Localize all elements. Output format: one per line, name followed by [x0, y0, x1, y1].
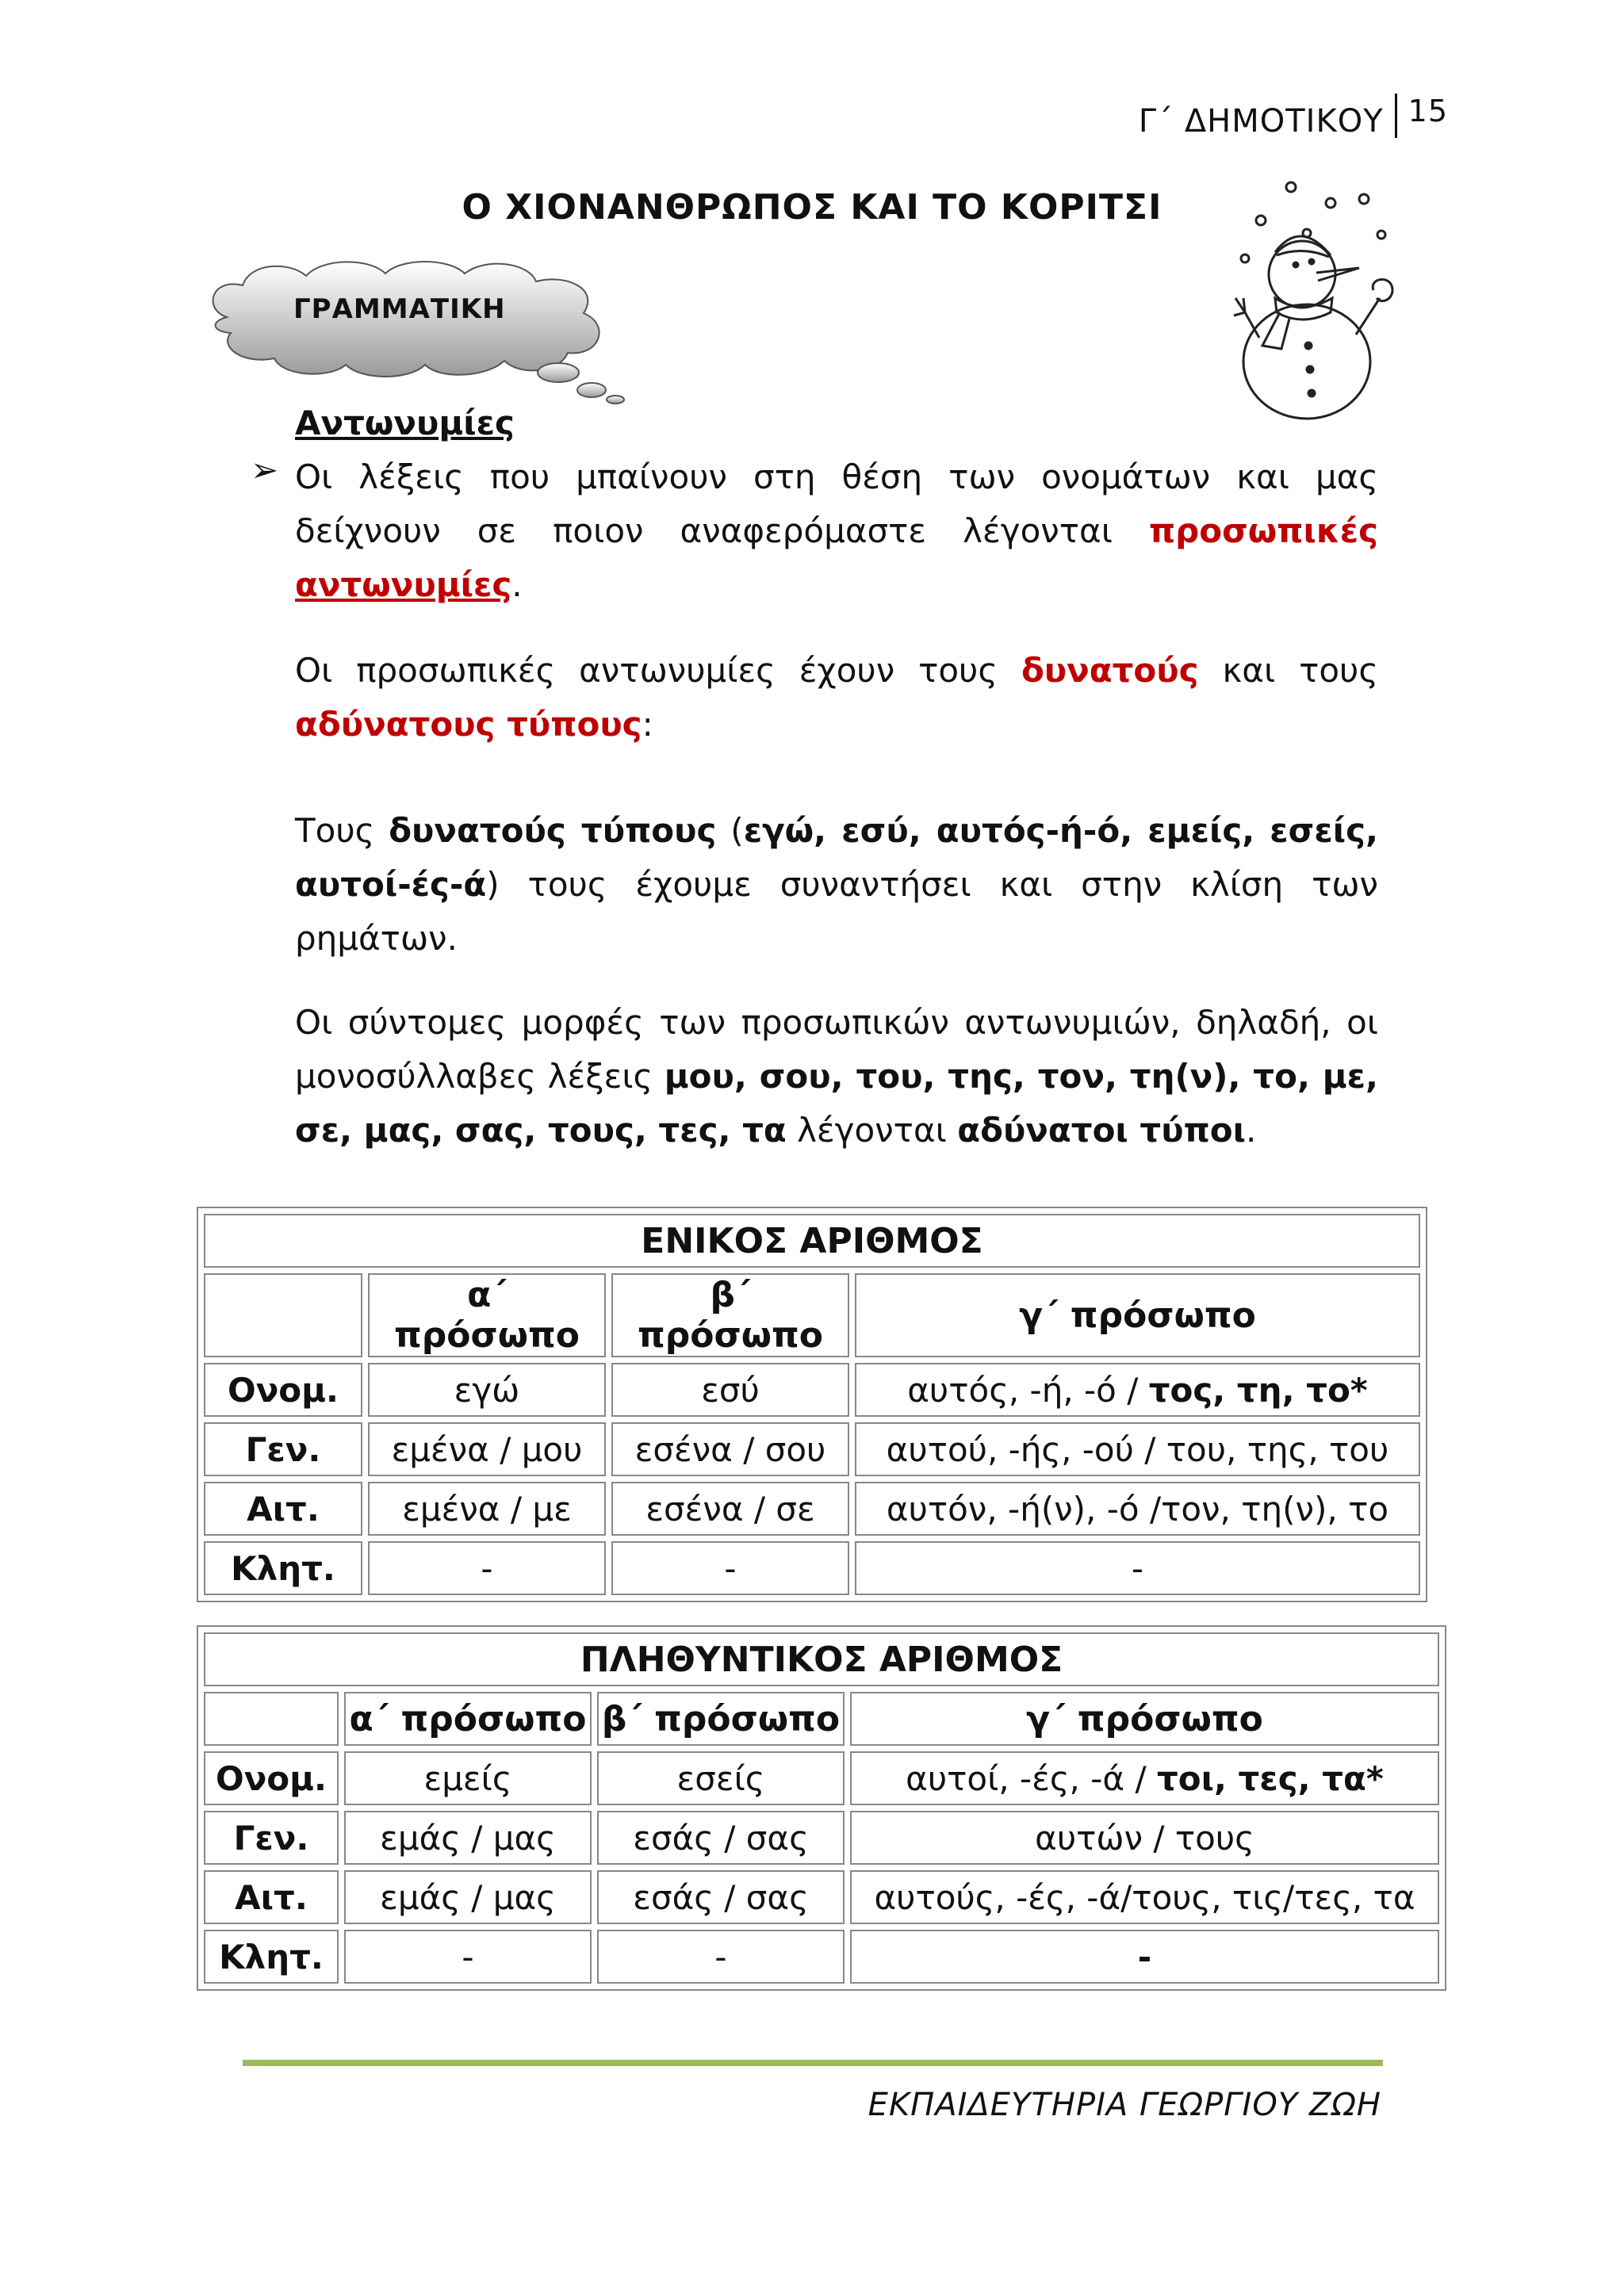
p2-text-2: και τους: [1222, 651, 1379, 690]
p3-bold-3: αυτοί-ές-ά: [295, 865, 487, 904]
p2-text-1: Οι προσωπικές αντωνυμίες έχουν τους: [295, 651, 998, 690]
page-number: 15: [1408, 94, 1448, 128]
case-label: Κλητ.: [204, 1541, 362, 1595]
paragraph-4-line-3: [295, 1104, 1378, 1158]
paragraph-1-line-3: [295, 558, 1378, 612]
col-header: α΄ πρόσωπο: [368, 1273, 606, 1357]
p3-text-2: ) τους έχουμε συναντήσει και στην κλίση των: [486, 865, 1378, 904]
header-title: Γ΄ ΔΗΜΟΤΙΚΟΥ: [1138, 103, 1384, 140]
table-cell: εσάς / σας: [597, 1870, 845, 1924]
col-header: α΄ πρόσωπο: [344, 1692, 592, 1746]
empty-cell: [204, 1692, 339, 1746]
table-cell: αυτόν, -ή(ν), -ό /τον, τη(ν), το: [855, 1482, 1420, 1536]
singular-table-title: ΕΝΙΚΟΣ ΑΡΙΘΜΟΣ: [204, 1214, 1420, 1268]
case-label: Ονομ.: [204, 1363, 362, 1417]
case-label: Κλητ.: [204, 1930, 339, 1984]
paragraph-2-line-1: [295, 644, 1378, 698]
paragraph-4-line-2: [295, 1050, 1378, 1104]
p2-highlight-2: αδύνατους τύπους: [295, 705, 642, 744]
p4-text-2: λέγονται: [797, 1111, 947, 1150]
arrow-bullet-icon: ➢: [251, 450, 279, 489]
col-header: γ΄ πρόσωπο: [855, 1273, 1420, 1357]
p1-highlight-2: αντωνυμίες: [295, 565, 512, 604]
paragraph-3-line-3: ρημάτων.: [295, 919, 458, 958]
table-cell: -: [850, 1930, 1439, 1984]
p1-highlight-1: προσωπικές: [1148, 511, 1379, 550]
table-cell: εσάς / σας: [597, 1811, 845, 1865]
paragraph-1-line-1: Οι λέξεις που μπαίνουν στη θέση των ονομάτων και μας: [295, 457, 1378, 496]
paragraph-1-line-2: [295, 504, 1378, 558]
p2-highlight-1: δυνατούς: [1021, 651, 1199, 690]
case-label: Αιτ.: [204, 1482, 362, 1536]
table-cell: [855, 1363, 1420, 1417]
table-cell: εμείς: [344, 1751, 592, 1805]
p4-text-1: μονοσύλλαβες λέξεις: [295, 1057, 653, 1096]
page-title: Ο ΧΙΟΝΑΝΘΡΩΠΟΣ ΚΑΙ ΤΟ ΚΟΡΙΤΣΙ: [462, 187, 1162, 228]
table-cell: [850, 1751, 1439, 1805]
paragraph-2-line-2: [295, 698, 1378, 752]
case-label: Γεν.: [204, 1811, 339, 1865]
table-cell: εμένα / με: [368, 1482, 606, 1536]
p3-text-1: Τους: [295, 811, 375, 850]
table-cell: αυτούς, -ές, -ά/τους, τις/τες, τα: [850, 1870, 1439, 1924]
table-cell: εσύ: [611, 1363, 849, 1417]
section-heading-text: Αντωνυμίες: [295, 404, 515, 442]
table-cell: -: [855, 1541, 1420, 1595]
col-header: γ΄ πρόσωπο: [850, 1692, 1439, 1746]
table-cell: εσένα / σου: [611, 1422, 849, 1476]
table-cell: αυτού, -ής, -ού / του, της, του: [855, 1422, 1420, 1476]
table-cell: -: [611, 1541, 849, 1595]
snowman-illustration: [1213, 179, 1404, 425]
empty-cell: [204, 1273, 362, 1357]
singular-table: [197, 1207, 1427, 1602]
p4-bold-3: αδύνατοι τύποι: [957, 1111, 1247, 1150]
p1-period: .: [511, 565, 523, 604]
paragraph-4-line-1: Οι σύντομες μορφές των προσωπικών αντωνυμιών, δηλαδή, οι: [295, 1003, 1378, 1042]
table-cell: αυτών / τους: [850, 1811, 1439, 1865]
case-label: Ονομ.: [204, 1751, 339, 1805]
table-cell: εσείς: [597, 1751, 845, 1805]
footer-divider: [243, 2060, 1383, 2066]
cell-bold-text: τος, τη, το*: [1148, 1370, 1368, 1410]
table-cell: -: [368, 1541, 606, 1595]
p4-period: .: [1246, 1111, 1257, 1150]
cell-text: αυτός, -ή, -ό /: [907, 1370, 1139, 1410]
page-footer: ΕΚΠΑΙΔΕΥΤΗΡΙΑ ΓΕΩΡΓΙΟΥ ΖΩΗ: [868, 2087, 1381, 2123]
table-cell: εμάς / μας: [344, 1870, 592, 1924]
cloud-label: ΓΡΑΜΜΑΤΙΚΗ: [293, 293, 506, 325]
p3-bold-2: εγώ, εσύ, αυτός-ή-ό, εμείς, εσείς,: [743, 811, 1378, 850]
p3-paren: (: [730, 811, 744, 850]
table-cell: εμένα / μου: [368, 1422, 606, 1476]
case-label: Αιτ.: [204, 1870, 339, 1924]
p4-bold-1: μου, σου, του, της, τον, τη(ν), το, με,: [664, 1057, 1378, 1096]
cloud-shape: [195, 254, 639, 404]
table-cell: -: [597, 1930, 845, 1984]
p2-colon: :: [642, 705, 653, 744]
table-cell: -: [344, 1930, 592, 1984]
case-label: Γεν.: [204, 1422, 362, 1476]
plural-table-title: ΠΛΗΘΥΝΤΙΚΟΣ ΑΡΙΘΜΟΣ: [204, 1632, 1439, 1686]
cell-bold-text: τοι, τες, τα*: [1156, 1758, 1384, 1798]
p3-bold-1: δυνατούς τύπους: [389, 811, 717, 850]
header-divider: [1395, 94, 1397, 138]
page-header: [1139, 94, 1448, 140]
p1-text: δείχνουν σε ποιον αναφερόμαστε λέγονται: [295, 511, 1113, 550]
paragraph-3-line-1: [295, 804, 1378, 858]
col-header: β΄ πρόσωπο: [611, 1273, 849, 1357]
section-heading: [295, 396, 1378, 450]
cell-text: αυτοί, -ές, -ά /: [906, 1758, 1147, 1798]
table-cell: εγώ: [368, 1363, 606, 1417]
table-cell: εμάς / μας: [344, 1811, 592, 1865]
paragraph-3-line-2: [295, 858, 1378, 912]
table-cell: εσένα / σε: [611, 1482, 849, 1536]
plural-table: [197, 1625, 1446, 1991]
col-header: β΄ πρόσωπο: [597, 1692, 845, 1746]
p4-bold-2: σε, μας, σας, τους, τες, τα: [295, 1111, 787, 1150]
